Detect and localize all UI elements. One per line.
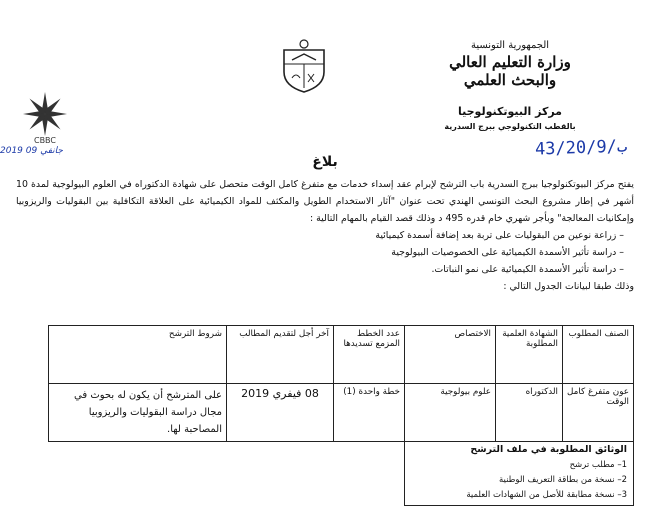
intro-paragraph: يفتح مركز البيوتكنولوجيا ببرج السدرية باب الترشح لإبرام عقد إسداء خدمات مع متفرغ كامل الوقت متحصل على شهادة الدكتوراه في العلوم البيولوجية لمدة 10 أشهر في إطار مشروع البحث التونسي الهندي تحت عنوان "آثار الاستخدام الطويل والمكثف للمواد الكيميائية على العلاقة التكافلية بين البقوليات والريزوبيا وإمكانيات المعالجة" وبأجر شهري خام قدره 495 د وذلك قصد القيام بالمهام التالية :	[16, 179, 634, 224]
table-header-row	[49, 326, 634, 384]
docs-item: 2– نسخة من بطاقة التعريف الوطنية	[498, 475, 627, 485]
cell-category: عون متفرغ كامل الوقت	[563, 384, 634, 442]
ministry-line2: والبحث العلمي	[463, 71, 557, 89]
tunisia-emblem-icon	[278, 38, 330, 94]
header-specialty: الاختصاص	[405, 326, 496, 384]
stamp-date: 2019 جانفي 09	[0, 146, 63, 156]
header-deadline: آخر أجل لتقديم المطالب	[227, 326, 334, 384]
requirements-table	[48, 325, 634, 506]
task-item: – دراسة تأثير الأسمدة الكيميائية على الخصوصيات البيولوجية	[391, 247, 624, 258]
cell-specialty: علوم بيولوجية	[405, 384, 496, 442]
task-item: – دراسة تأثير الأسمدة الكيميائية على نمو النباتات.	[431, 264, 624, 275]
docs-item: 1– مطلب ترشح	[569, 460, 627, 470]
header-degree: الشهادة العلمية المطلوبة	[496, 326, 563, 384]
reference-number: 43/20/9/ب	[534, 136, 628, 160]
cell-deadline: 08 فيفري 2019	[227, 384, 334, 442]
header-category: الصنف المطلوب	[563, 326, 634, 384]
notice-body	[16, 176, 634, 295]
cell-degree: الدكتوراه	[496, 384, 563, 442]
table-intro: وذلك طبقا لبيانات الجدول التالي :	[503, 281, 634, 292]
docs-row	[49, 442, 634, 506]
technopole-label: بالقطب التكنولوجي ببرج السدرية	[444, 122, 576, 131]
table-row	[49, 384, 634, 442]
tasks-list	[16, 227, 634, 278]
docs-cell	[405, 442, 634, 506]
cbbc-logo-icon	[16, 88, 74, 146]
ministry-line1: وزارة التعليم العالي	[449, 53, 571, 71]
empty-cell	[49, 442, 405, 506]
republic-label: الجمهورية التونسية	[470, 40, 550, 51]
cell-conditions: على المترشح أن يكون له بحوث في مجال دراسة البقوليات والريزوبيا المصاحبة لها.	[49, 384, 227, 442]
header-positions: عدد الخطط المزمع تسديدها	[334, 326, 405, 384]
task-item: – زراعة نوعين من البقوليات على تربة بعد إضافة أسمدة كيميائية	[375, 230, 624, 241]
logo-text: CBBC	[33, 136, 57, 145]
center-name: مركز البيوتكنولوجيا	[458, 105, 562, 118]
docs-title: الوثائق المطلوبة في ملف الترشح	[470, 444, 627, 455]
docs-item: 3– نسخة مطابقة للأصل من الشهادات العلمية	[466, 490, 627, 500]
header-conditions: شروط الترشح	[49, 326, 227, 384]
letterhead	[430, 40, 590, 131]
cell-positions: خطة واحدة (1)	[334, 384, 405, 442]
notice-title: بلاغ	[312, 154, 338, 170]
